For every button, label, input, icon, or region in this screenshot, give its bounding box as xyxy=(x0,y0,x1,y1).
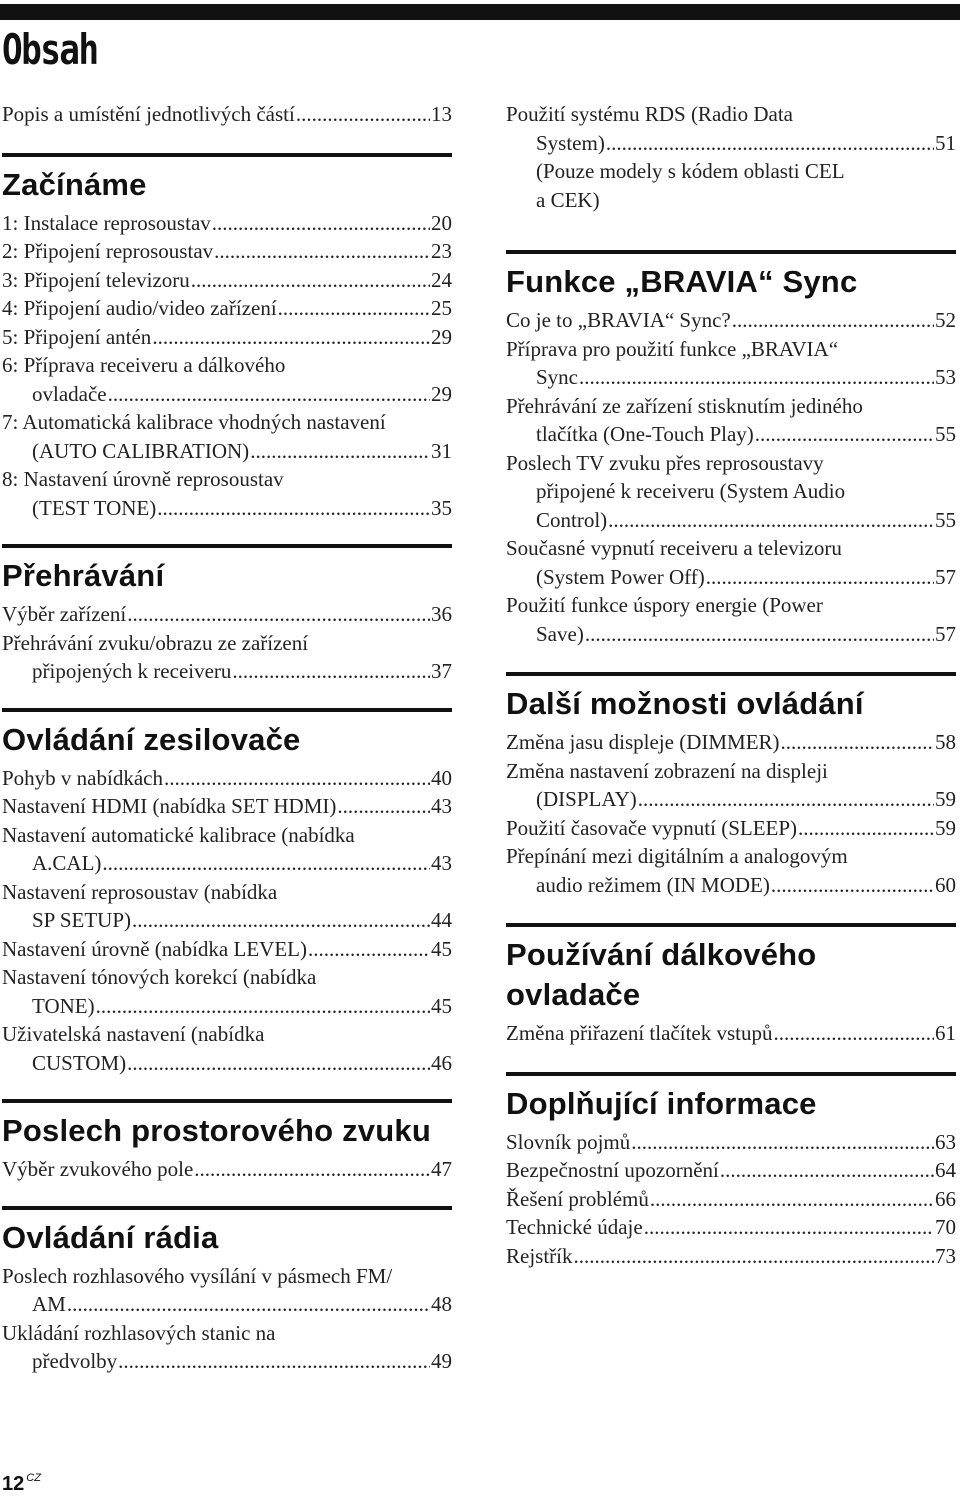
toc-entry[interactable] xyxy=(506,1156,956,1185)
toc-entry[interactable] xyxy=(506,534,956,591)
entry-last-line xyxy=(506,1128,956,1157)
entry-page: 13 xyxy=(431,102,452,126)
section-heading: Funkce „BRAVIA“ Sync xyxy=(506,264,858,299)
entry-text: tlačítka (One-Touch Play) xyxy=(536,422,754,446)
entry-line: 8: Nastavení úrovně reprosoustav xyxy=(2,467,284,491)
entry-text: Výběr zařízení xyxy=(2,602,127,626)
toc-section xyxy=(2,153,452,523)
section-heading: Začínáme xyxy=(2,166,147,202)
dot-leader xyxy=(771,871,934,900)
entry-page: 53 xyxy=(935,365,956,389)
entry-text: Sync xyxy=(536,365,578,389)
entry-last-line xyxy=(506,1185,956,1214)
toc-entry[interactable] xyxy=(506,591,956,648)
entry-last-line xyxy=(506,728,956,757)
entry-last-line xyxy=(2,764,452,793)
entry-page: 37 xyxy=(431,659,452,683)
toc-entry[interactable] xyxy=(2,209,452,238)
dot-leader xyxy=(606,129,934,158)
section-heading: Doplňující informace xyxy=(506,1085,817,1121)
dot-leader xyxy=(337,792,430,821)
entry-text: Save) xyxy=(536,621,584,646)
entry-page: 23 xyxy=(431,239,452,263)
entry-line: Nastavení reprosoustav (nabídka xyxy=(2,879,278,904)
entry-last-line xyxy=(2,849,452,878)
toc-entry[interactable] xyxy=(2,323,452,352)
entry-text: Rejstřík xyxy=(506,1243,573,1268)
toc-entry[interactable] xyxy=(2,408,452,465)
entry-line: Změna nastavení zobrazení na displeji xyxy=(506,758,828,783)
entry-text: předvolby xyxy=(32,1349,118,1373)
entry-text: Změna jasu displeje (DIMMER) xyxy=(506,730,780,754)
entry-line: Použití funkce úspory energie (Power xyxy=(506,593,823,617)
entry-page: 57 xyxy=(935,564,956,589)
entry-last-line xyxy=(2,209,452,238)
dot-leader xyxy=(127,600,430,629)
entry-last-line xyxy=(2,1155,452,1184)
toc-entry[interactable] xyxy=(506,1019,956,1048)
entry-line: Přepínání mezi digitálním a analogovým xyxy=(506,844,848,868)
entry-text: Popis a umístění jednotlivých částí xyxy=(2,102,295,126)
entry-last-line xyxy=(2,266,452,295)
toc-entry[interactable] xyxy=(506,757,956,814)
entry-page: 43 xyxy=(431,794,452,818)
dot-leader xyxy=(579,363,934,392)
dot-leader xyxy=(650,1185,934,1214)
entry-text: Změna přiřazení tlačítek vstupů xyxy=(506,1021,773,1045)
toc-entry[interactable] xyxy=(2,821,452,878)
entry-text: (System Power Off) xyxy=(536,564,705,589)
entry-last-line xyxy=(506,1156,956,1185)
toc-entry-rds[interactable] xyxy=(506,100,956,214)
toc-entry[interactable] xyxy=(2,1020,452,1077)
entry-last-line xyxy=(2,906,452,935)
dot-leader xyxy=(164,764,430,793)
entry-last-line xyxy=(2,992,452,1021)
entry-page: 58 xyxy=(935,730,956,754)
dot-leader xyxy=(132,906,430,935)
entry-line: 6: Příprava receiveru a dálkového xyxy=(2,353,286,377)
dot-leader xyxy=(127,1049,430,1078)
left-column xyxy=(2,100,452,1376)
entry-page: 55 xyxy=(935,422,956,446)
dot-leader xyxy=(706,563,934,592)
entry-note: a CEK) xyxy=(536,187,600,212)
entry-page: 35 xyxy=(431,495,452,520)
entry-last-line xyxy=(506,871,956,900)
top-rule xyxy=(0,4,960,20)
entry-page: 20 xyxy=(431,210,452,235)
dot-leader xyxy=(308,935,430,964)
section-heading: Poslech prostorového zvuku xyxy=(2,1113,431,1148)
dot-leader xyxy=(108,380,430,409)
dot-leader xyxy=(214,237,430,266)
entry-page: 55 xyxy=(935,507,956,532)
entry-text: Technické údaje xyxy=(506,1215,643,1239)
right-column xyxy=(506,100,956,1270)
toc-entry[interactable] xyxy=(2,351,452,408)
entry-page: 31 xyxy=(431,438,452,463)
toc-section xyxy=(506,672,956,899)
entry-page: 29 xyxy=(431,381,452,406)
entry-page: 52 xyxy=(935,308,956,332)
entry-text: (AUTO CALIBRATION) xyxy=(32,438,250,463)
entry-text: 4: Připojení audio/video zařízení xyxy=(2,296,277,320)
toc-section xyxy=(506,250,956,648)
entry-line: Přehrávání zvuku/obrazu ze zařízení xyxy=(2,630,309,655)
toc-entry[interactable] xyxy=(506,814,956,843)
toc-entry[interactable] xyxy=(2,935,452,964)
entry-page: 46 xyxy=(431,1050,452,1075)
entry-last-line xyxy=(2,380,452,409)
entry-text: ovladače xyxy=(32,381,107,406)
entry-last-line xyxy=(2,294,452,323)
entry-text: Nastavení úrovně (nabídka LEVEL) xyxy=(2,936,307,961)
entry-last-line xyxy=(2,323,452,352)
entry-page: 25 xyxy=(431,296,452,320)
entry-last-line xyxy=(2,437,452,466)
entry-page: 70 xyxy=(935,1215,956,1239)
toc-entry[interactable] xyxy=(506,728,956,757)
entry-text: 5: Připojení antén xyxy=(2,324,152,349)
toc-section xyxy=(2,544,452,686)
dot-leader xyxy=(102,849,430,878)
toc-entry[interactable] xyxy=(506,842,956,899)
toc-entry[interactable] xyxy=(2,878,452,935)
toc-entry[interactable] xyxy=(506,1213,956,1242)
entry-page: 45 xyxy=(431,936,452,961)
entry-line: Současné vypnutí receiveru a televizoru xyxy=(506,536,842,560)
dot-leader xyxy=(194,1155,430,1184)
toc-entry[interactable] xyxy=(2,764,452,793)
dot-leader xyxy=(96,992,430,1021)
entry-text: AM xyxy=(32,1292,66,1316)
entry-line: Nastavení tónových korekcí (nabídka xyxy=(2,965,317,989)
entry-line: Poslech rozhlasového vysílání v pásmech FM/ xyxy=(2,1263,393,1288)
page-number-value: 12 xyxy=(2,1473,25,1495)
dot-leader xyxy=(152,323,430,352)
entry-last-line xyxy=(506,506,956,535)
entry-text: SP SETUP) xyxy=(32,908,132,932)
toc-entry[interactable] xyxy=(2,266,452,295)
entry-text: Control) xyxy=(536,507,608,532)
toc-entry[interactable] xyxy=(2,1262,452,1319)
entry-text: Řešení problémů xyxy=(506,1186,649,1211)
dot-leader xyxy=(118,1347,430,1376)
toc-entry[interactable] xyxy=(2,963,452,1020)
entry-last-line xyxy=(2,237,452,266)
entry-last-line xyxy=(2,1290,452,1319)
entry-last-line xyxy=(2,792,452,821)
entry-last-line xyxy=(2,1347,452,1376)
entry-last-line xyxy=(506,420,956,449)
entry-page: 45 xyxy=(431,993,452,1018)
dot-leader xyxy=(250,437,430,466)
entry-page: 36 xyxy=(431,602,452,626)
dot-leader xyxy=(157,494,430,523)
entry-last-line xyxy=(506,785,956,814)
entry-line: Nastavení automatické kalibrace (nabídka xyxy=(2,822,355,847)
entry-line: Uživatelská nastavení (nabídka xyxy=(2,1022,265,1046)
dot-leader xyxy=(296,100,430,129)
dot-leader xyxy=(732,306,934,335)
dot-leader xyxy=(278,294,430,323)
entry-page: 63 xyxy=(935,1129,956,1154)
entry-page: 48 xyxy=(431,1292,452,1316)
toc-entry[interactable] xyxy=(2,100,452,129)
dot-leader xyxy=(773,1019,934,1048)
entry-page: 64 xyxy=(935,1158,956,1182)
entry-text: Výběr zvukového pole xyxy=(2,1157,194,1181)
entry-last-line xyxy=(2,494,452,523)
entry-line: Přehrávání ze zařízení stisknutím jediného xyxy=(506,393,863,418)
toc-entry[interactable] xyxy=(2,600,452,629)
entry-note: (Pouze modely s kódem oblasti CEL xyxy=(536,159,845,183)
dot-leader xyxy=(720,1156,934,1185)
entry-page: 73 xyxy=(935,1243,956,1268)
toc-entry[interactable] xyxy=(2,237,452,266)
dot-leader xyxy=(585,620,934,649)
entry-page: 24 xyxy=(431,267,452,292)
entry-last-line xyxy=(2,600,452,629)
entry-last-line xyxy=(506,1019,956,1048)
entry-text: (DISPLAY) xyxy=(536,787,637,811)
language-code: CZ xyxy=(26,1472,41,1484)
dot-leader xyxy=(644,1213,934,1242)
entry-text: Bezpečnostní upozornění xyxy=(506,1158,719,1182)
entry-text: 2: Připojení reprosoustav xyxy=(2,239,214,263)
entry-line: Poslech TV zvuku přes reprosoustavy xyxy=(506,450,824,475)
entry-text: 3: Připojení televizoru xyxy=(2,267,190,292)
entry-text: Nastavení HDMI (nabídka SET HDMI) xyxy=(2,794,337,818)
toc-entry[interactable] xyxy=(506,392,956,449)
dot-leader xyxy=(67,1290,430,1319)
entry-page: 66 xyxy=(935,1186,956,1211)
entry-last-line xyxy=(506,563,956,592)
entry-text: Co je to „BRAVIA“ Sync? xyxy=(506,308,731,332)
entry-last-line xyxy=(506,129,956,158)
entry-last-line xyxy=(2,1049,452,1078)
entry-page: 51 xyxy=(935,130,956,155)
section-heading: Ovládání zesilovače xyxy=(2,721,301,757)
dot-leader xyxy=(608,506,934,535)
entry-text: audio režimem (IN MODE) xyxy=(536,872,770,897)
dot-leader xyxy=(212,209,430,238)
entry-last-line xyxy=(506,1213,956,1242)
entry-text: TONE) xyxy=(32,993,95,1018)
toc-entry[interactable] xyxy=(2,465,452,522)
entry-last-line xyxy=(2,657,452,686)
dot-leader xyxy=(191,266,430,295)
entry-line: Použití systému RDS (Radio Data xyxy=(506,102,793,126)
toc-entry[interactable] xyxy=(506,1128,956,1157)
toc-entry[interactable] xyxy=(506,1242,956,1271)
entry-page: 43 xyxy=(431,851,452,875)
toc-section xyxy=(506,1072,956,1271)
entry-line: Ukládání rozhlasových stanic na xyxy=(2,1320,276,1345)
entry-page: 59 xyxy=(935,787,956,811)
entry-page: 59 xyxy=(935,815,956,840)
toc-section xyxy=(506,923,956,1048)
entry-last-line xyxy=(506,306,956,335)
entry-last-line xyxy=(506,363,956,392)
toc-entry[interactable] xyxy=(506,335,956,392)
entry-page: 47 xyxy=(431,1157,452,1181)
section-heading: Používání dálkového ovladače xyxy=(506,937,817,1012)
entry-text: Slovník pojmů xyxy=(506,1129,631,1154)
dot-leader xyxy=(631,1128,934,1157)
toc-entry[interactable] xyxy=(2,294,452,323)
entry-line: připojené k receiveru (System Audio xyxy=(536,479,846,503)
entry-page: 61 xyxy=(935,1021,956,1045)
dot-leader xyxy=(638,785,934,814)
dot-leader xyxy=(574,1242,935,1271)
entry-last-line xyxy=(506,620,956,649)
entry-text: (TEST TONE) xyxy=(32,495,157,520)
entry-page: 29 xyxy=(431,324,452,349)
entry-text: 1: Instalace reprosoustav xyxy=(2,210,211,235)
page-title: Obsah xyxy=(2,25,98,74)
entry-text: A.CAL) xyxy=(32,851,102,875)
page-number xyxy=(2,1472,41,1496)
entry-last-line xyxy=(506,814,956,843)
entry-text: System) xyxy=(536,130,605,155)
toc-entry[interactable] xyxy=(506,1185,956,1214)
entry-text: Pohyb v nabídkách xyxy=(2,765,163,790)
dot-leader xyxy=(232,657,430,686)
entry-page: 44 xyxy=(431,908,452,932)
toc-entry[interactable] xyxy=(2,1319,452,1376)
section-heading: Další možnosti ovládání xyxy=(506,686,864,721)
toc-entry[interactable] xyxy=(2,629,452,686)
dot-leader xyxy=(755,420,934,449)
entry-page: 49 xyxy=(431,1349,452,1373)
toc-entry[interactable] xyxy=(2,1155,452,1184)
toc-section xyxy=(2,708,452,1078)
toc-section xyxy=(2,1099,452,1184)
entry-page: 60 xyxy=(935,872,956,897)
section-heading: Ovládání rádia xyxy=(2,1219,219,1255)
toc-entry[interactable] xyxy=(506,449,956,535)
section-heading: Přehrávání xyxy=(2,558,165,593)
entry-last-line xyxy=(2,935,452,964)
toc-entry[interactable] xyxy=(2,792,452,821)
entry-text: připojených k receiveru xyxy=(32,659,232,683)
entry-line: Příprava pro použití funkce „BRAVIA“ xyxy=(506,336,839,361)
toc-entry[interactable] xyxy=(506,306,956,335)
entry-text: Použití časovače vypnutí (SLEEP) xyxy=(506,815,798,840)
entry-line: 7: Automatická kalibrace vhodných nastavení xyxy=(2,410,386,434)
entry-text: CUSTOM) xyxy=(32,1050,127,1075)
entry-page: 57 xyxy=(935,621,956,646)
dot-leader xyxy=(781,728,934,757)
entry-page: 40 xyxy=(431,765,452,790)
dot-leader xyxy=(798,814,934,843)
entry-last-line xyxy=(506,1242,956,1271)
toc-section xyxy=(2,1206,452,1376)
